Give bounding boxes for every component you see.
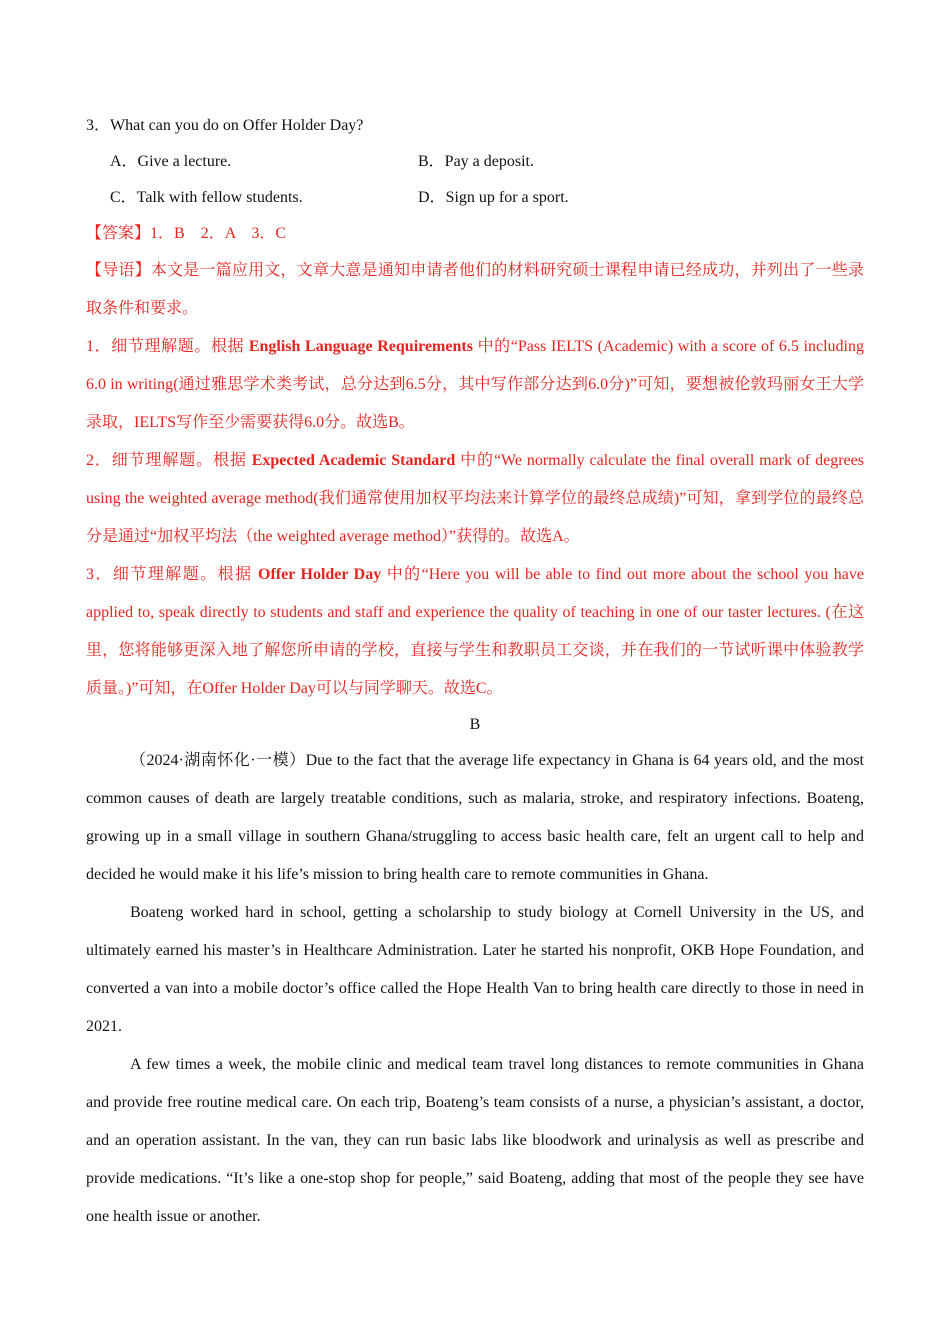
question-3-stem: 3．What can you do on Offer Holder Day? [86, 117, 364, 134]
guide-text: 本文是一篇应用文，文章大意是通知申请者他们的材料研究硕士课程申请已经成功，并列出了一些录取条件和要求。 [86, 262, 864, 317]
options-row-1 [86, 144, 864, 180]
explanation-1-heading: English Language Requirements [248, 338, 473, 355]
guide-label: 【导语】 [86, 262, 151, 279]
passage-paragraph-3: A few times a week, the mobile clinic and medical team travel long distances to remote communities in Ghana and provide free routine medical care. On each trip, Boateng’s team consists of a nurse, a physician’s assistant, a doctor, and an operation assistant. In the van, they can run basic labs like bloodwork and urinalysis as well as prescribe and provide medications. “It’s like a one-stop shop for people,” said Boateng, adding that most of the people they see have one health issue or another. [86, 1056, 864, 1225]
explanation-3-text: 中的“Here you will be able to find out more about the school you have applied to, speak directly to students and staff and experience the quality of teaching in one of our taster lectures. (在这里，您将能够更深入地了解您所申请的学校，直接与学生和教职员工交谈，并在我们的一节试听课中体验教学质量。)”可知，在Offer Holder Day可以与同学聊天。故选C。 [86, 566, 864, 697]
explanation-1-prefix: 1．细节理解题。根据 [86, 338, 245, 355]
explanation-3-heading: Offer Holder Day [258, 566, 382, 583]
explanation-2-heading: Expected Academic Standard [251, 452, 456, 469]
option-a: A．Give a lecture. [110, 153, 232, 170]
explanation-1 [86, 328, 864, 442]
explanation-3 [86, 556, 864, 708]
options-row-2 [86, 180, 864, 216]
option-c: C．Talk with fellow students. [110, 189, 303, 206]
guide-paragraph [86, 252, 864, 328]
passage-paragraph-1: （2024·湖南怀化·一模）Due to the fact that the average life expectancy in Ghana is 64 years old, and the most common causes of death are largely treatable conditions, such as malaria, stroke, and respiratory infections. Boateng, growing up in a small village in southern Ghana/struggling to access basic health care, felt an urgent call to help and decided he would make it his life’s mission to bring health care to remote communities in Ghana. [86, 752, 864, 883]
explanation-1-text: 中的“Pass IELTS (Academic) with a score of 6.5 including 6.0 in writing(通过雅思学术类考试，总分达到6.5分，其中写作部分达到6.0分)”可知，要想被伦敦玛丽女王大学录取，IELTS写作至少需要获得6.0分。故选B。 [86, 338, 864, 431]
section-label: B [469, 716, 481, 733]
answer-line [86, 216, 864, 252]
answer-text: 1．B 2．A 3．C [150, 225, 287, 242]
passage-paragraph-2: Boateng worked hard in school, getting a scholarship to study biology at Cornell University in the US, and ultimately earned his master’s in Healthcare Administration. Later he started his nonprofit, OKB Hope Foundation, and converted a van into a mobile doctor’s office called the Hope Health Van to bring health care directly to those in need in 2021. [86, 904, 864, 1035]
option-d: D．Sign up for a sport. [418, 189, 569, 206]
explanation-2-text: 中的“We normally calculate the final overall mark of degrees using the weighted average method(我们通常使用加权平均法来计算学位的最终总成绩)”可知，拿到学位的最终总分是通过“加权平均法（the weighted average method）”获得的。故选A。 [86, 452, 864, 545]
page-content [86, 108, 864, 1236]
answer-label: 【答案】 [86, 225, 151, 242]
explanation-2-prefix: 2．细节理解题。根据 [86, 452, 247, 469]
explanation-3-prefix: 3．细节理解题。根据 [86, 566, 253, 583]
option-b: B．Pay a deposit. [418, 153, 534, 170]
explanation-2 [86, 442, 864, 556]
